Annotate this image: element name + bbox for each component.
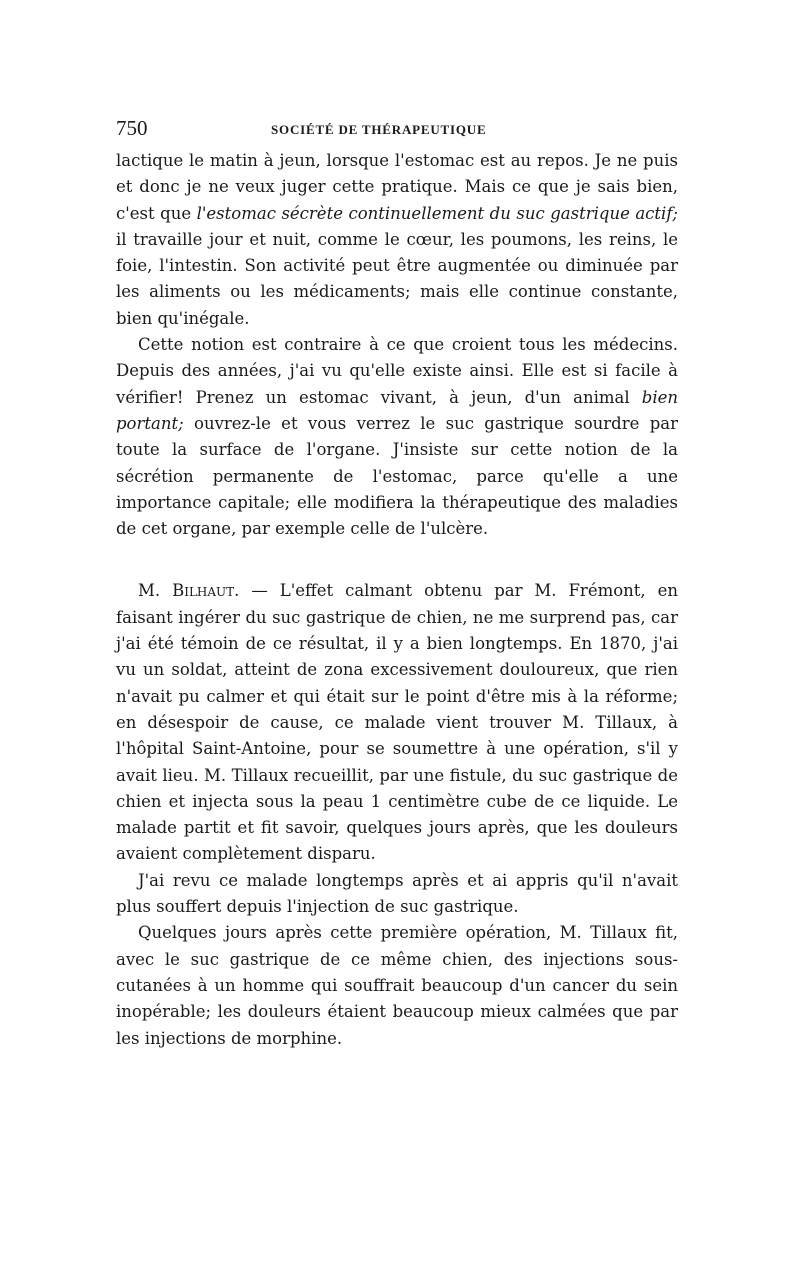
paragraph-1 [116,148,678,332]
paragraph-5: Quelques jours après cette première opération, M. Tillaux fit, avec le suc gastrique de ce même chien, des injections sous-cutanées à un homme qui souffrait beaucoup d'un cancer du sein inopérable; les douleurs étaient beaucoup mieux calmées que par les injections de morphine. [116,923,678,1048]
paragraph-2-text: Cette notion est contraire à ce que croient tous les médecins. Depuis des années, j'ai vu qu'elle existe ainsi. Elle est si facile à vérifier! Prenez un estomac vivant, à jeun, d'un animal [116,335,678,407]
paragraph-2-text-end: ouvrez-le et vous verrez le suc gastrique sourdre par toute la surface de l'organe. J'insiste sur cette notion de la sécrétion permanente de l'estomac, parce qu'elle a une importance capitale; elle modifiera la thérapeutique des maladies de cet organe, par exemple celle de l'ulcère. [116,413,678,539]
paragraph-3 [116,578,678,867]
paragraph-1-text-end: il travaille jour et nuit, comme le cœur, les poumons, les reins, le foie, l'intestin. Son activité peut être augmentée ou diminuée par les aliments ou les médicaments; mais elle continue constante, bien qu'inégale. [116,229,678,328]
page-header [116,116,678,148]
speaker-name: M. Bilhaut. [138,581,240,601]
paragraph-2-emphasis: bien portant; [116,387,678,433]
section-gap [116,542,678,578]
paragraph-3-text: — L'effet calmant obtenu par M. Frémont, en faisant ingérer du suc gastrique de chien, ne me surprend pas, car j'ai été témoin de ce résultat, il y a bien longtemps. En 1870, j'ai vu un soldat, atteint de zona excessivement douloureux, que rien n'avait pu calmer et qui était sur le point d'être mis à la réforme; en désespoir de cause, ce malade vient trouver M. Tillaux, à l'hôpital Saint-Antoine, pour se soumettre à une opération, s'il y avait lieu. M. Tillaux recueillit, par une fistule, du suc gastrique de chien et injecta sous la peau 1 centimètre cube de ce liquide. Le malade partit et fit savoir, quelques jours après, que les douleurs avaient complètement disparu. [116,581,678,864]
paragraph-1-text: lactique le matin à jeun, lorsque l'estomac est au repos. Je ne puis et donc je ne veux juger cette pratique. Mais ce que je sais bien, c'est que [116,151,678,223]
running-head: SOCIÉTÉ DE THÉRAPEUTIQUE [271,122,487,137]
paragraph-4: J'ai revu ce malade longtemps après et ai appris qu'il n'avait plus souffert depuis l'injection de suc gastrique. [116,870,678,917]
paragraph-1-emphasis: l'estomac sécrète continuellement du suc gastrique actif; [196,203,678,223]
paragraph-2 [116,332,678,542]
page-number: 750 [116,116,148,140]
document-page [116,116,678,1052]
